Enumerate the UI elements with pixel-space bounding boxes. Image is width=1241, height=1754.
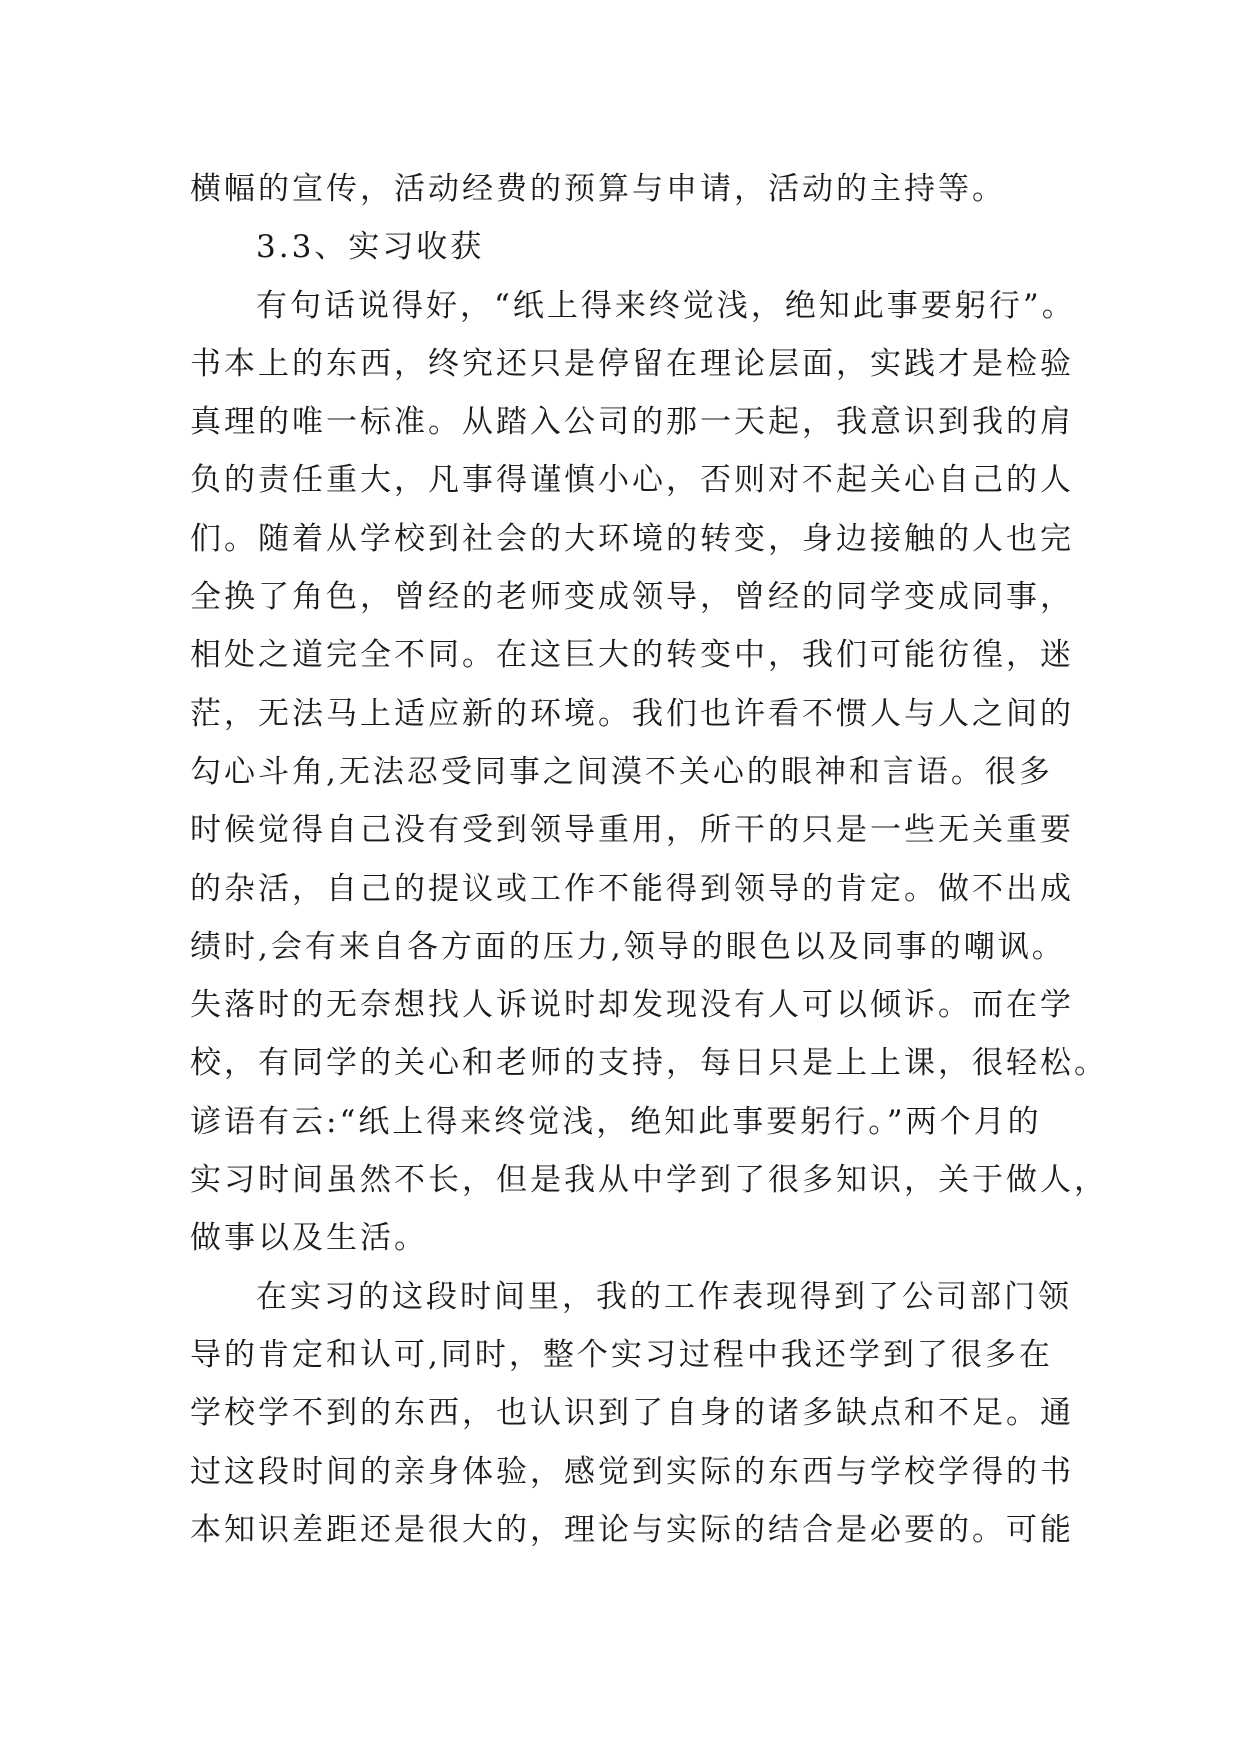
text-line: 校，有同学的关心和老师的支持，每日只是上上课，很轻松。 (190, 1045, 1108, 1082)
text-line: 实习时间虽然不长，但是我从中学到了很多知识，关于做人， (190, 1162, 1108, 1199)
text-line: 有句话说得好，“纸上得来终觉浅，绝知此事要躬行”。 (256, 287, 1076, 324)
section-heading: 3.3、实习收获 (256, 229, 485, 266)
text-line: 做事以及生活。 (190, 1220, 428, 1257)
text-line: 们。随着从学校到社会的大环境的转变，身边接触的人也完 (190, 520, 1074, 557)
text-line: 本知识差距还是很大的，理论与实际的结合是必要的。可能 (190, 1511, 1074, 1548)
text-line: 失落时的无奈想找人诉说时却发现没有人可以倾诉。而在学 (190, 987, 1074, 1024)
text-line: 绩时,会有来自各方面的压力,领导的眼色以及同事的嘲讽。 (190, 928, 1066, 965)
text-line: 过这段时间的亲身体验，感觉到实际的东西与学校学得的书 (190, 1453, 1074, 1490)
text-line: 的杂活，自己的提议或工作不能得到领导的肯定。做不出成 (190, 870, 1074, 907)
text-line: 横幅的宣传，活动经费的预算与申请，活动的主持等。 (190, 171, 1006, 207)
body-text (190, 160, 1108, 1559)
text-line: 导的肯定和认可,同时，整个实习过程中我还学到了很多在 (190, 1336, 1053, 1373)
text-line: 在实习的这段时间里，我的工作表现得到了公司部门领 (256, 1278, 1072, 1315)
text-line: 相处之道完全不同。在这巨大的转变中，我们可能彷徨，迷 (190, 637, 1074, 674)
text-line: 勾心斗角,无法忍受同事之间漠不关心的眼神和言语。很多 (190, 753, 1053, 790)
text-line: 负的责任重大，凡事得谨慎小心，否则对不起关心自己的人 (190, 462, 1074, 499)
text-line: 真理的唯一标准。从踏入公司的那一天起，我意识到我的肩 (190, 404, 1074, 441)
text-line: 书本上的东西，终究还只是停留在理论层面，实践才是检验 (190, 345, 1074, 382)
text-line: 时候觉得自己没有受到领导重用，所干的只是一些无关重要 (190, 812, 1074, 849)
text-line: 茫，无法马上适应新的环境。我们也许看不惯人与人之间的 (190, 695, 1074, 732)
text-line: 谚语有云:“纸上得来终觉浅，绝知此事要躬行。”两个月的 (190, 1103, 1042, 1140)
text-line: 学校学不到的东西，也认识到了自身的诸多缺点和不足。通 (190, 1395, 1074, 1432)
text-line: 全换了角色，曾经的老师变成领导，曾经的同学变成同事， (190, 579, 1074, 616)
